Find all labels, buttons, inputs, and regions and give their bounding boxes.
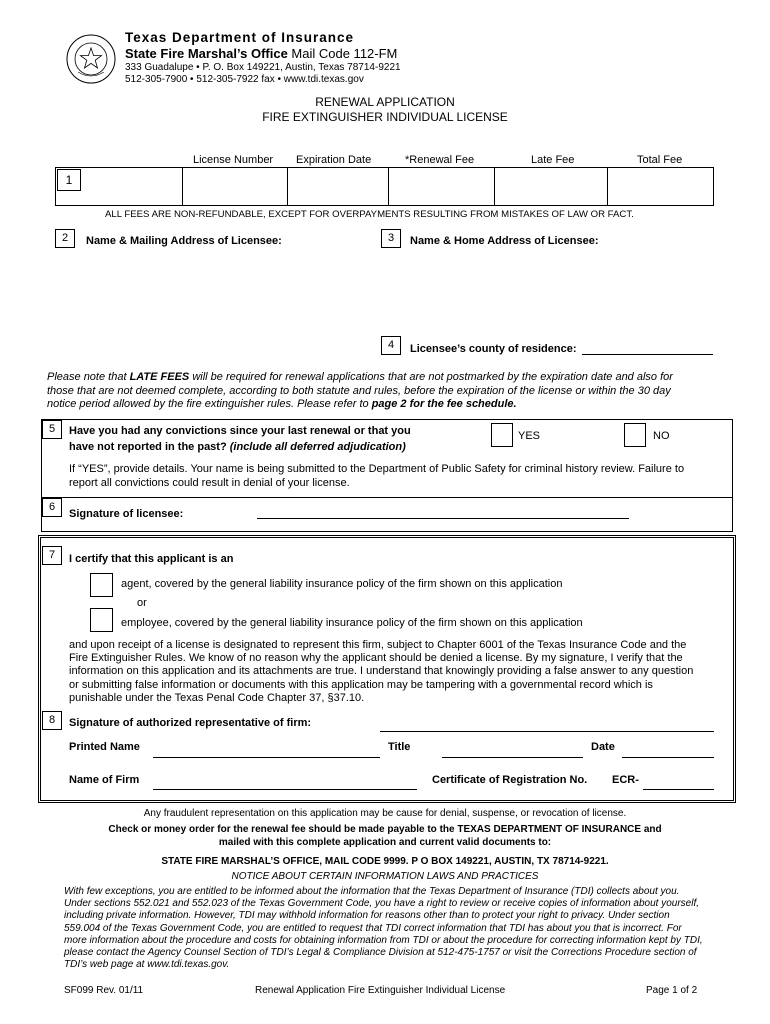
privacy-text: more information about the procedure and costs for obtaining information from TDI or about the procedure for correcting information kept by TDI, [64, 934, 703, 946]
firm-name-label: Name of Firm [69, 774, 140, 786]
payment-text: mailed with this complete application and current valid documents to: [218, 836, 552, 848]
no-label: NO [653, 430, 670, 442]
phone-line: 512-305-7900 • 512-305-7922 fax • www.tdi.texas.gov [125, 74, 364, 85]
privacy-text: 559.004 of the Texas Government Code, you are entitled to request that TDI correct information that TDI has about you that is incorrect. For [64, 922, 682, 934]
convictions-details [69, 462, 731, 490]
home-address-field[interactable] [410, 252, 710, 327]
office-mail-code: Mail Code 112-FM [287, 46, 398, 61]
privacy-text: TDI’s web page at www.tdi.texas.gov. [64, 959, 230, 971]
form-title-line2: FIRE EXTINGUISHER INDIVIDUAL LICENSE [262, 110, 508, 124]
col-license-number: License Number [193, 154, 274, 166]
county-field[interactable] [582, 338, 713, 354]
firm-name-line [153, 789, 417, 790]
section-2-number: 2 [55, 229, 75, 248]
notice-title: NOTICE ABOUT CERTAIN INFORMATION LAWS AND PRACTICES [231, 871, 539, 882]
deferred-adjudication-note: (include all deferred adjudication) [229, 441, 406, 453]
mailing-address-label: Name & Mailing Address of Licensee: [86, 235, 282, 247]
notice-text: notice period allowed by the fire extinguisher rules. Please refer to [47, 398, 372, 410]
section-5-number: 5 [42, 420, 62, 439]
authorized-rep-signature-line [380, 731, 714, 732]
printed-name-line [153, 757, 380, 758]
page-number: Page 1 of 2 [646, 985, 698, 996]
notice-text: Please note that [47, 371, 130, 383]
fee-schedule-reference: page 2 for the fee schedule. [371, 398, 517, 410]
home-address-label: Name & Home Address of Licensee: [410, 235, 599, 247]
firm-name-field[interactable] [153, 773, 417, 789]
certification-text: or submitting false information or documents with this application may be tampering with a governmental record which is [69, 678, 653, 691]
fraud-warning: Any fraudulent representation on this application may be cause for denial, suspense, or revocation of license. [143, 808, 627, 819]
col-renewal-fee: *Renewal Fee [405, 154, 475, 166]
question-text: have not reported in the past? [69, 441, 230, 453]
agent-checkbox[interactable] [90, 573, 113, 597]
ecr-line [643, 789, 714, 790]
yes-label: YES [518, 430, 541, 442]
section-4-number: 4 [381, 336, 401, 355]
employee-option-label: employee, covered by the general liability insurance policy of the firm shown on this application [121, 617, 583, 629]
fees-divider [287, 167, 288, 205]
col-expiration-date: Expiration Date [296, 154, 372, 166]
section-1-number: 1 [57, 169, 81, 191]
convictions-question-line2 [69, 441, 406, 453]
date-field[interactable] [622, 741, 714, 757]
section-7-number: 7 [42, 546, 62, 565]
certification-text: punishable under the Texas Penal Code Chapter 37, §37.10. [69, 691, 365, 704]
late-fee-field[interactable] [391, 170, 492, 203]
authorized-rep-signature-field[interactable] [380, 713, 714, 731]
payment-text: Check or money order for the renewal fee should be made payable to the TEXAS DEPARTMENT OF INSURANCE and [108, 824, 662, 835]
notice-text: will be required for renewal applications that are not postmarked by the expiration date and also for [189, 371, 673, 383]
authorized-rep-signature-label: Signature of authorized representative of firm: [69, 717, 312, 729]
fees-divider [182, 167, 183, 205]
office-line [125, 46, 397, 61]
no-checkbox[interactable] [624, 423, 646, 447]
details-text: If “YES”, provide details. Your name is being submitted to the Department of Public Safety for criminal history review. Failure to [69, 463, 685, 475]
renewal-fee-field[interactable] [290, 170, 386, 203]
col-late-fee: Late Fee [531, 154, 575, 166]
licensee-signature-label: Signature of licensee: [69, 508, 184, 520]
certification-text: information on this application and its attachments are true. I understand that knowingly providing a false answer to any question [69, 665, 694, 678]
license-number-field[interactable] [83, 170, 180, 203]
privacy-text: including private information. However, TDI may withhold information for reasons other than to protect your right to privacy. Under section [64, 910, 670, 922]
yes-checkbox[interactable] [491, 423, 513, 447]
privacy-text: please contact the Agency Counsel Section of TDI’s Legal & Compliance Division at 512-475-1757 or visit the Corrections Procedure section of [64, 947, 697, 959]
date-label: Date [591, 741, 615, 753]
ecr-prefix: ECR- [612, 774, 639, 786]
date-line [622, 757, 714, 758]
agent-option-label: agent, covered by the general liability insurance policy of the firm shown on this application [121, 578, 563, 590]
county-underline [582, 354, 713, 355]
section-divider [41, 497, 733, 498]
cert-registration-label: Certificate of Registration No. [432, 774, 588, 786]
notice-text: those that are not deemed complete, according to both statute and rules, before the expiration of the license or within the 30 day [47, 384, 671, 397]
convictions-question-line1: Have you had any convictions since your last renewal or that you [69, 425, 411, 437]
form-id: SF099 Rev. 01/11 [64, 985, 144, 996]
licensee-signature-line [257, 518, 629, 519]
certification-statement [69, 639, 729, 705]
section-3-number: 3 [381, 229, 401, 248]
printed-name-field[interactable] [153, 741, 380, 757]
ecr-field[interactable] [643, 773, 714, 789]
agency-address [125, 62, 401, 86]
form-title-line1: RENEWAL APPLICATION [315, 95, 455, 109]
employee-checkbox[interactable] [90, 608, 113, 632]
county-label: Licensee’s county of residence: [410, 343, 577, 355]
section-6-number: 6 [42, 498, 62, 517]
certify-label: I certify that this applicant is an [69, 553, 234, 565]
privacy-notice [64, 886, 744, 971]
section-8-number: 8 [42, 711, 62, 730]
mailing-address-field[interactable] [86, 252, 366, 332]
texas-state-seal [66, 34, 116, 84]
total-fee-field[interactable] [497, 170, 605, 203]
title-field[interactable] [442, 741, 583, 757]
fees-refund-note: ALL FEES ARE NON-REFUNDABLE, EXCEPT FOR OVERPAYMENTS RESULTING FROM MISTAKES OF LAW OR FACT. [105, 209, 634, 220]
section-2-box-line [55, 229, 75, 230]
fees-divider [494, 167, 495, 205]
agency-name: Texas Department of Insurance [125, 30, 355, 45]
privacy-text: Under sections 552.021 and 552.023 of the Texas Government Code, you have a right to review or receive copies of information about yourself, [64, 898, 700, 910]
certification-text: and upon receipt of a license is designated to represent this firm, subject to Chapter 6001 of the Texas Insurance Code and the [69, 639, 687, 651]
late-fee-notice [47, 371, 747, 412]
office-name: State Fire Marshal’s Office [125, 46, 288, 61]
title-line [442, 757, 583, 758]
certification-text: Fire Extinguisher Rules. We know of no reason why the applicant should be denied a license. By my signature, I verify that the [69, 652, 683, 665]
mailing-address: STATE FIRE MARSHAL’S OFFICE, MAIL CODE 9999. P O BOX 149221, AUSTIN, TX 78714-9221. [161, 856, 609, 867]
or-label: or [137, 597, 147, 609]
details-text: report all convictions could result in denial of your license. [69, 477, 350, 489]
col-total-fee: Total Fee [637, 154, 683, 166]
printed-name-label: Printed Name [69, 741, 140, 753]
privacy-text: With few exceptions, you are entitled to be informed about the information that the Texas Department of Insurance (TDI) collects about you. [64, 886, 680, 897]
form-footer-title: Renewal Application Fire Extinguisher Individual License [255, 985, 506, 996]
payment-instructions [0, 824, 770, 849]
licensee-signature-field[interactable] [257, 500, 629, 518]
address-line: 333 Guadalupe • P. O. Box 149221, Austin, Texas 78714-9221 [125, 62, 401, 73]
fees-divider [607, 167, 608, 205]
title-label: Title [388, 741, 411, 753]
fees-divider [388, 167, 389, 205]
late-fees-emphasis: LATE FEES [129, 371, 190, 383]
expiration-date-field[interactable] [189, 170, 285, 203]
